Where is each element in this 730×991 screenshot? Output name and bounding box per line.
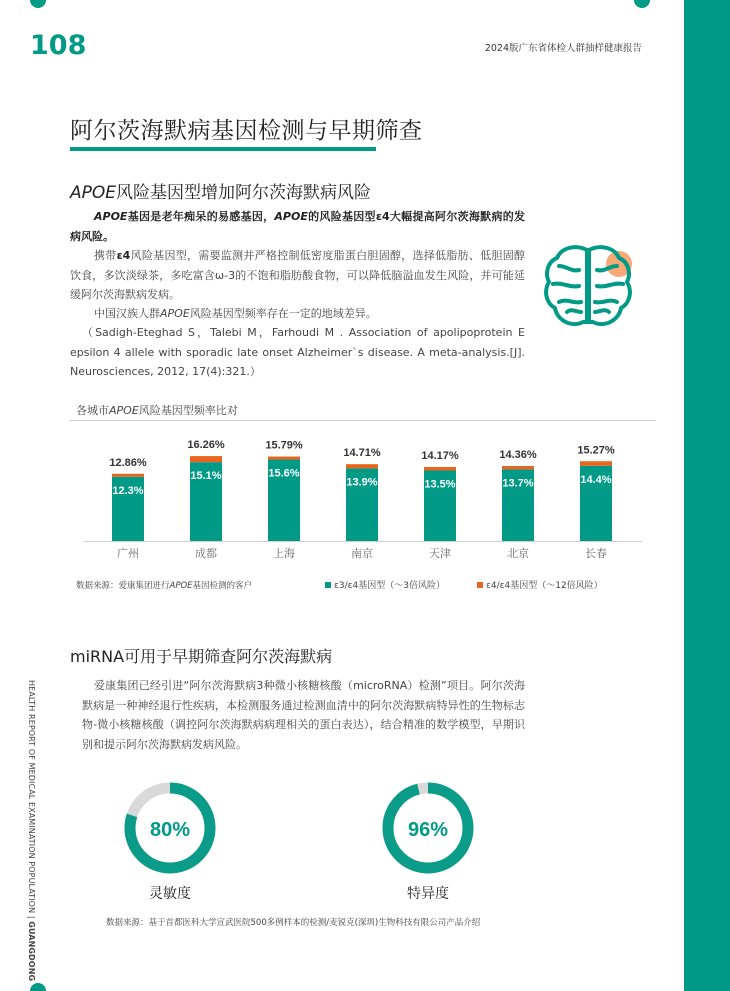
bar-total-label: 15.79% (265, 439, 303, 452)
corner-dot (30, 983, 46, 991)
bar-value-label: 15.1% (190, 470, 222, 483)
bar-total-label: 14.36% (499, 449, 537, 462)
sensitivity-value: 80% (149, 819, 191, 841)
bar-e4e4 (112, 474, 144, 477)
sensitivity-ring (122, 780, 218, 876)
specificity-ring (380, 780, 476, 876)
paragraph-e4-advice (70, 246, 525, 305)
paragraph-mirna: 爱康集团已经引进“阿尔茨海默病3种微小核糖核酸（microRNA）检测”项目。阿尔茨海默病是一种神经退行性疾病，本检测服务通过检测血清中的阿尔茨海默病特异性的生物标志物-微小核糖核酸（调控阿尔茨海默病病理相关的蛋白表达），结合精准的数学模型，早期识别和提示阿尔茨海默病发病风险。 (82, 679, 525, 751)
legend-swatch (325, 582, 331, 588)
text-span: 风险基因型频率存在一定的地域差异。 (189, 307, 377, 320)
bar-value-label: 14.4% (580, 473, 612, 486)
chart-title (76, 402, 238, 418)
legend-e3e4 (325, 578, 445, 591)
bar-total-label: 14.17% (421, 450, 459, 463)
bar-e4e4 (346, 464, 378, 468)
heading-rest: 风险基因型增加阿尔茨海默病风险 (116, 183, 372, 203)
legend-label: ε4/ε4基因型（～12倍风险） (486, 581, 603, 591)
vertical-report-label (22, 680, 36, 982)
bar-value-label: 15.6% (268, 467, 300, 480)
text-span: 数据来源：爱康集团进行 (76, 581, 170, 591)
text-span: 的风险基因型 (307, 210, 376, 223)
corner-dot (634, 0, 650, 8)
gene-name: APOE (109, 404, 139, 417)
report-title: 2024版广东省体检人群抽样健康报告 (484, 43, 642, 54)
page-number: 108 (30, 30, 87, 61)
bar-value-label: 13.7% (502, 477, 534, 490)
text-span: 风险基因型，需要监测并严格控制低密度脂蛋白胆固醇，选择低脂肪、低胆固醇饮食，多饮淡绿茶，多吃富含ω-3的不饱和脂肪酸食物，可以降低脑溢血发生风险，并可能延缓阿尔茨海默病发病。 (70, 249, 526, 301)
section-heading-mirna: miRNA可用于早期筛查阿尔茨海默病 (70, 647, 333, 666)
text-span: HEALTH REPORT OF MEDICAL EXAMINATION POPULATION (27, 680, 36, 914)
bar-total-label: 12.86% (109, 456, 147, 469)
paragraph-apoe-intro (70, 207, 525, 246)
title-underline (70, 147, 376, 151)
bar-value-label: 12.3% (112, 484, 144, 497)
text-span: 中国汉族人群 (94, 307, 160, 320)
text-span: 各城市 (76, 404, 109, 417)
brain-icon (543, 242, 633, 332)
section-heading-apoe (70, 178, 371, 203)
category-label: 北京 (507, 547, 529, 560)
bar-e4e4 (580, 461, 612, 466)
page-title: 阿尔茨海默病基因检测与早期筛查 (70, 118, 423, 144)
text-span: 携带 (94, 249, 117, 262)
text-span: 基因检测的客户 (192, 581, 253, 591)
citation: （Sadigh-Eteghad S，Talebi M，Farhoudi M . Association of apolipoprotein E epsilon 4 allele with sporadic late onset Alzheimer`s disease. A meta-analysis.[J]. Neurosciences, 2012, 17(4):321.） (70, 326, 525, 378)
mirna-source: 数据来源：基于首都医科大学宣武医院500多例样本的检测/麦锐克(深圳)生物科技有限公司产品介绍 (106, 918, 481, 928)
legend-swatch (477, 582, 483, 588)
side-band (684, 0, 730, 991)
specificity-label: 特异度 (407, 886, 449, 902)
text-span: 基因是老年痴呆的易感基因， (127, 210, 275, 223)
bar-e4e4 (424, 467, 456, 470)
legend-label: ε3/ε4基因型（～3倍风险） (334, 581, 445, 591)
text-span: ε4大幅提高阿尔茨海默病的发病风险。 (70, 210, 526, 243)
category-label: 成都 (195, 547, 217, 560)
category-label: 天津 (429, 547, 451, 560)
bar-e4e4 (190, 456, 222, 462)
specificity-value: 96% (407, 819, 449, 841)
category-label: 广州 (117, 547, 139, 560)
heading-italic: APOE (70, 183, 117, 203)
apoe-bar-chart (70, 425, 656, 570)
bar-total-label: 14.71% (343, 447, 381, 460)
chart-top-rule (70, 420, 656, 421)
category-label: 长春 (585, 547, 607, 560)
gene-name: APOE (169, 581, 193, 591)
category-label: 上海 (273, 547, 295, 560)
gene-name: APOE (94, 210, 128, 223)
bar-total-label: 16.26% (187, 439, 225, 452)
bar-total-label: 15.27% (577, 444, 615, 457)
legend-e4e4 (477, 578, 603, 591)
chart-source (76, 579, 252, 591)
bar-e4e4 (268, 457, 300, 460)
text-span: | (27, 915, 36, 919)
text-span: 风险基因型频率比对 (138, 404, 238, 417)
sensitivity-label: 灵敏度 (149, 886, 191, 902)
bar-e4e4 (502, 466, 534, 469)
gene-name: APOE (160, 307, 190, 320)
allele-name: ε4 (116, 249, 131, 262)
paragraph-regional (70, 304, 525, 324)
bar-value-label: 13.5% (424, 478, 456, 491)
corner-dot (30, 0, 46, 8)
text-span: GUANGDONG (27, 921, 36, 982)
gene-name: APOE (274, 210, 308, 223)
bar-value-label: 13.9% (346, 476, 378, 489)
category-label: 南京 (351, 547, 373, 560)
